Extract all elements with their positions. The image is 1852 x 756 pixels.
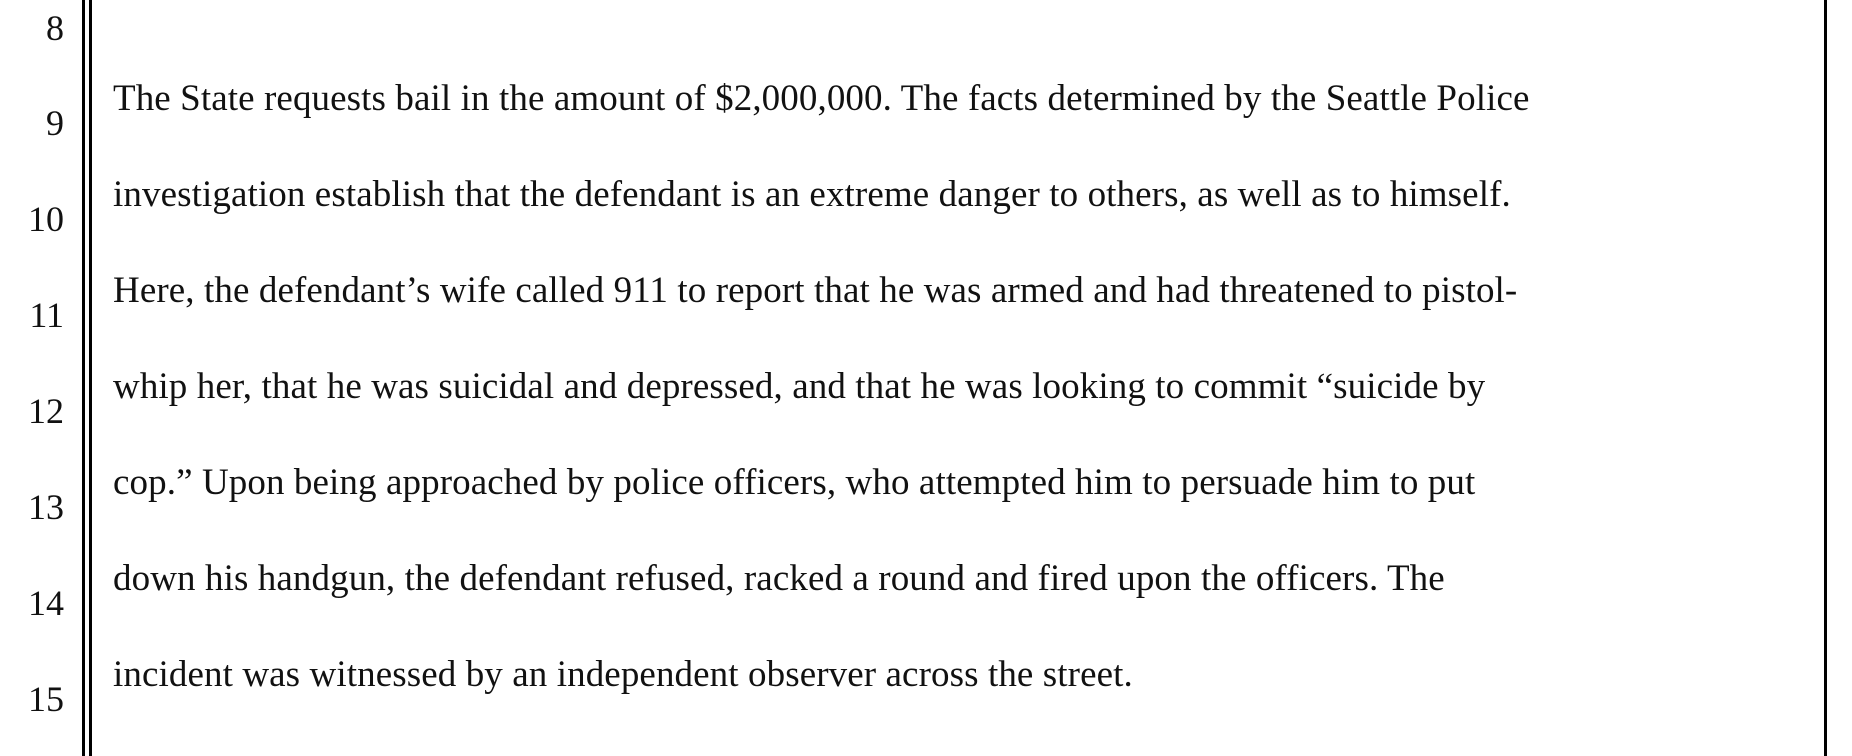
paragraph-line: incident was witnessed by an independent observer across the street. [113,654,1133,695]
right-margin-rule [1824,0,1827,756]
line-number: 9 [46,103,64,143]
left-margin-rule-inner [89,0,92,756]
line-number: 10 [28,199,64,239]
line-number: 8 [46,8,64,48]
line-number: 12 [28,391,64,431]
paragraph-line: The State requests bail in the amount of $2,000,000. The facts determined by the Seattle Police [113,78,1530,119]
paragraph-line: investigation establish that the defendant is an extreme danger to others, as well as to himself. [113,174,1511,215]
paragraph-line: Here, the defendant’s wife called 911 to report that he was armed and had threatened to pistol- [113,270,1518,311]
line-number-gutter [0,0,78,756]
line-number: 14 [28,583,64,623]
paragraph-line: whip her, that he was suicidal and depressed, and that he was looking to commit “suicide by [113,366,1486,407]
paragraph-line: down his handgun, the defendant refused, racked a round and fired upon the officers. The [113,558,1445,599]
line-number: 13 [28,487,64,527]
line-number: 15 [28,679,64,719]
line-number: 11 [29,295,64,335]
left-margin-rule [82,0,85,756]
paragraph-line: cop.” Upon being approached by police officers, who attempted him to persuade him to put [113,462,1476,503]
